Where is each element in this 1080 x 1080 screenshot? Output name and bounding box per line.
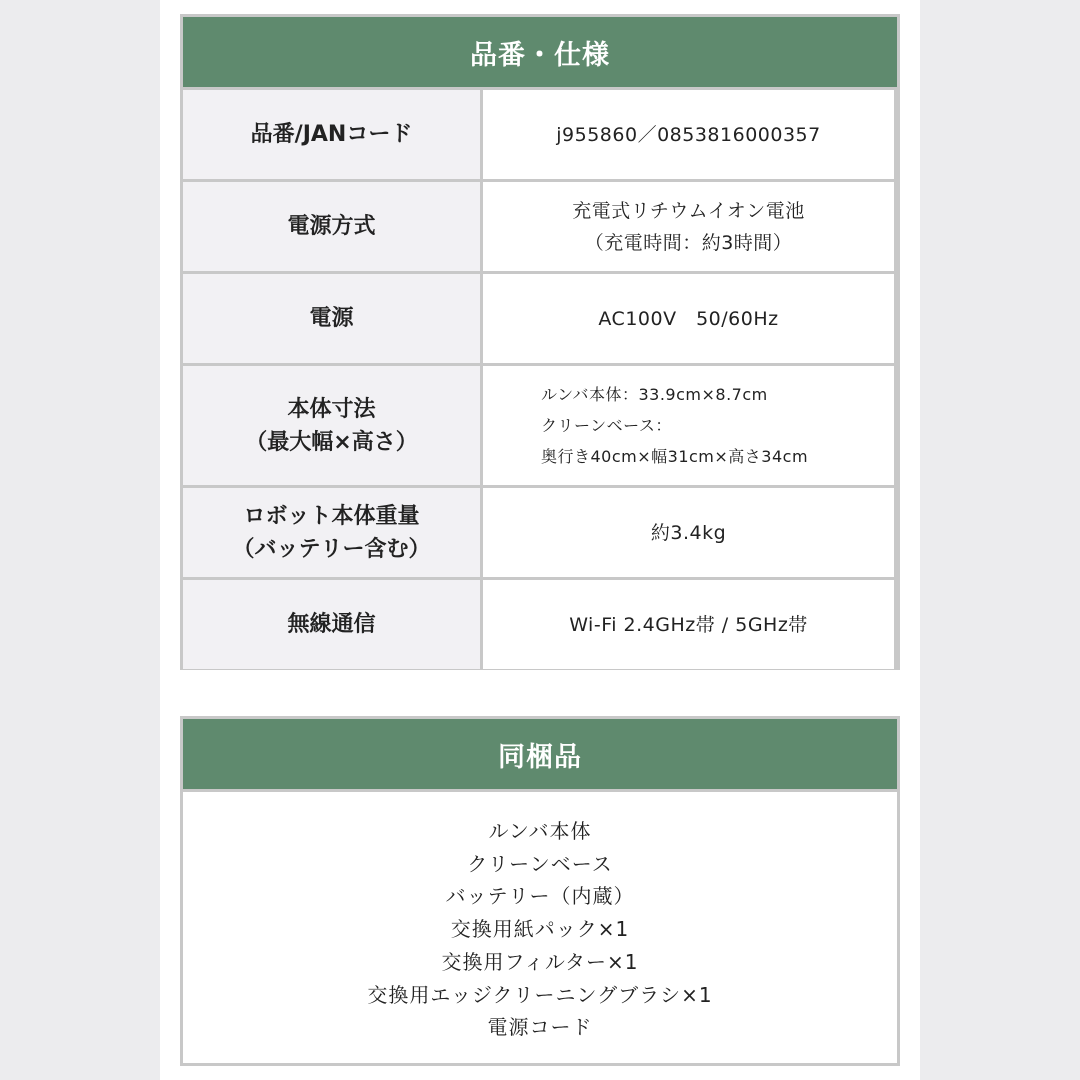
spec-label-line: （最大幅×高さ） [245,429,418,455]
list-item: ルンバ本体 [488,819,592,843]
spec-label [183,366,480,485]
package-contents-box [180,716,900,1066]
spec-value [483,90,894,179]
contents-section-title: 同梱品 [183,719,897,792]
list-item: 電源コード [487,1015,593,1040]
spec-label-line: 品番/JANコード [250,122,413,147]
spec-row-wireless [183,580,897,669]
spec-value-line: 充電式リチウムイオン電池 [572,199,805,222]
spec-value-line: 約3.4kg [650,521,727,544]
spec-label [183,90,480,179]
spec-row-jan-code [183,90,897,179]
spec-table [180,14,900,670]
list-item: バッテリー（内蔵） [445,884,635,909]
spec-value-line: j955860／0853816000357 [556,123,821,146]
list-item: 交換用フィルター×1 [441,949,639,974]
spec-value-line: AC100V 50/60Hz [598,307,779,330]
spec-value-line: （充電時間：約3時間） [584,231,793,254]
contents-list [183,792,897,1044]
spec-label-line: ロボット本体重量 [243,503,420,529]
spec-label-line: （バッテリー含む） [232,536,431,562]
list-item: 交換用エッジクリーニングブラシ×1 [367,982,713,1007]
spec-value-line: Wi-Fi 2.4GHz帯 / 5GHz帯 [569,613,808,636]
spec-row-power [183,274,897,363]
spec-label [183,274,480,363]
spec-value [483,274,894,363]
spec-label [183,182,480,271]
spec-section-title: 品番・仕様 [183,17,897,87]
spec-label-line: 無線通信 [287,612,376,637]
spec-label-line: 電源方式 [287,214,376,239]
spec-value [483,488,894,577]
spec-value [483,580,894,669]
spec-row-weight [183,488,897,577]
spec-value [483,182,894,271]
list-item: 交換用紙パック×1 [450,917,630,942]
spec-value-line: クリーンベース： [541,416,672,435]
spec-label-line: 電源 [309,306,354,331]
spec-row-dimensions [183,366,897,485]
spec-label [183,580,480,669]
spec-label-line: 本体寸法 [287,396,376,422]
spec-label [183,488,480,577]
spec-value-line: 奥行き40cm×幅31cm×高さ34cm [541,447,809,466]
list-item: クリーンベース [467,851,613,876]
spec-value [483,366,894,485]
spec-row-power-type [183,182,897,271]
spec-value-line: ルンバ本体：33.9cm×8.7cm [541,385,768,404]
